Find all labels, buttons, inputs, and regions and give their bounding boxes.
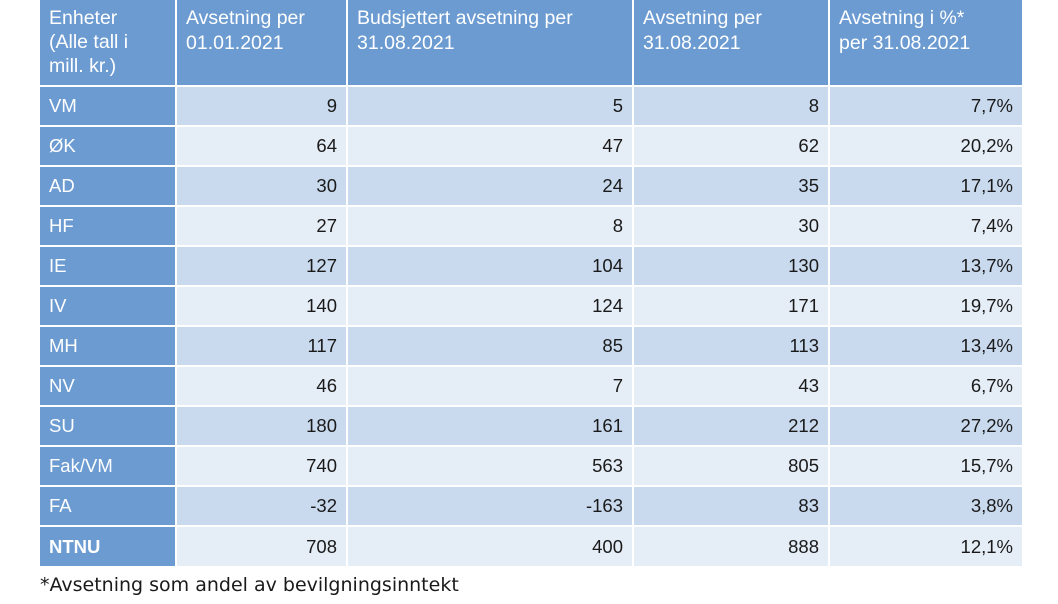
header-allocation-start: Avsetning per 01.01.2021 bbox=[176, 0, 347, 86]
unit-cell: ØK bbox=[40, 126, 176, 166]
budgeted-allocation-cell: 104 bbox=[347, 246, 633, 286]
table-row bbox=[40, 166, 1022, 206]
table-row bbox=[40, 246, 1022, 286]
allocation-end-cell: 30 bbox=[633, 206, 829, 246]
allocation-end-cell: 888 bbox=[633, 526, 829, 566]
allocation-percent-cell: 7,7% bbox=[829, 86, 1022, 126]
allocation-start-cell: 708 bbox=[176, 526, 347, 566]
budgeted-allocation-cell: 85 bbox=[347, 326, 633, 366]
budgeted-allocation-cell: 7 bbox=[347, 366, 633, 406]
table-row bbox=[40, 486, 1022, 526]
allocation-percent-cell: 7,4% bbox=[829, 206, 1022, 246]
unit-cell: VM bbox=[40, 86, 176, 126]
allocation-start-cell: 9 bbox=[176, 86, 347, 126]
allocation-percent-cell: 17,1% bbox=[829, 166, 1022, 206]
table-row bbox=[40, 326, 1022, 366]
header-allocation-percent: Avsetning i %* per 31.08.2021 bbox=[829, 0, 1022, 86]
allocation-start-cell: 140 bbox=[176, 286, 347, 326]
allocation-end-cell: 43 bbox=[633, 366, 829, 406]
allocation-start-cell: 127 bbox=[176, 246, 347, 286]
unit-cell: AD bbox=[40, 166, 176, 206]
allocation-percent-cell: 13,7% bbox=[829, 246, 1022, 286]
allocation-end-cell: 171 bbox=[633, 286, 829, 326]
budgeted-allocation-cell: 563 bbox=[347, 446, 633, 486]
unit-cell: IE bbox=[40, 246, 176, 286]
allocation-percent-cell: 13,4% bbox=[829, 326, 1022, 366]
table-row bbox=[40, 126, 1022, 166]
allocation-start-cell: 64 bbox=[176, 126, 347, 166]
table-row bbox=[40, 286, 1022, 326]
allocation-end-cell: 35 bbox=[633, 166, 829, 206]
allocation-end-cell: 130 bbox=[633, 246, 829, 286]
allocation-percent-cell: 20,2% bbox=[829, 126, 1022, 166]
allocation-end-cell: 805 bbox=[633, 446, 829, 486]
allocation-percent-cell: 27,2% bbox=[829, 406, 1022, 446]
allocation-start-cell: 27 bbox=[176, 206, 347, 246]
unit-cell: SU bbox=[40, 406, 176, 446]
allocation-start-cell: 117 bbox=[176, 326, 347, 366]
unit-cell: IV bbox=[40, 286, 176, 326]
allocation-start-cell: 46 bbox=[176, 366, 347, 406]
unit-cell: HF bbox=[40, 206, 176, 246]
header-units: Enheter (Alle tall i mill. kr.) bbox=[40, 0, 176, 86]
header-allocation-end: Avsetning per 31.08.2021 bbox=[633, 0, 829, 86]
table-row bbox=[40, 446, 1022, 486]
allocation-percent-cell: 6,7% bbox=[829, 366, 1022, 406]
budgeted-allocation-cell: 124 bbox=[347, 286, 633, 326]
allocation-start-cell: 740 bbox=[176, 446, 347, 486]
allocation-table bbox=[40, 0, 1022, 566]
budgeted-allocation-cell: 400 bbox=[347, 526, 633, 566]
unit-cell: MH bbox=[40, 326, 176, 366]
table-row bbox=[40, 366, 1022, 406]
budgeted-allocation-cell: 47 bbox=[347, 126, 633, 166]
allocation-percent-cell: 12,1% bbox=[829, 526, 1022, 566]
table-row bbox=[40, 86, 1022, 126]
allocation-end-cell: 62 bbox=[633, 126, 829, 166]
allocation-start-cell: -32 bbox=[176, 486, 347, 526]
allocation-end-cell: 83 bbox=[633, 486, 829, 526]
budgeted-allocation-cell: 24 bbox=[347, 166, 633, 206]
table-row bbox=[40, 406, 1022, 446]
budgeted-allocation-cell: 8 bbox=[347, 206, 633, 246]
allocation-percent-cell: 19,7% bbox=[829, 286, 1022, 326]
allocation-end-cell: 8 bbox=[633, 86, 829, 126]
table-body bbox=[40, 86, 1022, 566]
allocation-end-cell: 212 bbox=[633, 406, 829, 446]
allocation-percent-cell: 3,8% bbox=[829, 486, 1022, 526]
table-row bbox=[40, 206, 1022, 246]
budgeted-allocation-cell: -163 bbox=[347, 486, 633, 526]
table-row bbox=[40, 526, 1022, 566]
budgeted-allocation-cell: 5 bbox=[347, 86, 633, 126]
unit-cell: Fak/VM bbox=[40, 446, 176, 486]
unit-cell: NTNU bbox=[40, 526, 176, 566]
allocation-start-cell: 30 bbox=[176, 166, 347, 206]
unit-cell: FA bbox=[40, 486, 176, 526]
allocation-end-cell: 113 bbox=[633, 326, 829, 366]
budgeted-allocation-cell: 161 bbox=[347, 406, 633, 446]
allocation-start-cell: 180 bbox=[176, 406, 347, 446]
footnote: *Avsetning som andel av bevilgningsinntekt bbox=[40, 574, 459, 596]
header-row bbox=[40, 0, 1022, 86]
header-budgeted-allocation: Budsjettert avsetning per 31.08.2021 bbox=[347, 0, 633, 86]
unit-cell: NV bbox=[40, 366, 176, 406]
allocation-percent-cell: 15,7% bbox=[829, 446, 1022, 486]
